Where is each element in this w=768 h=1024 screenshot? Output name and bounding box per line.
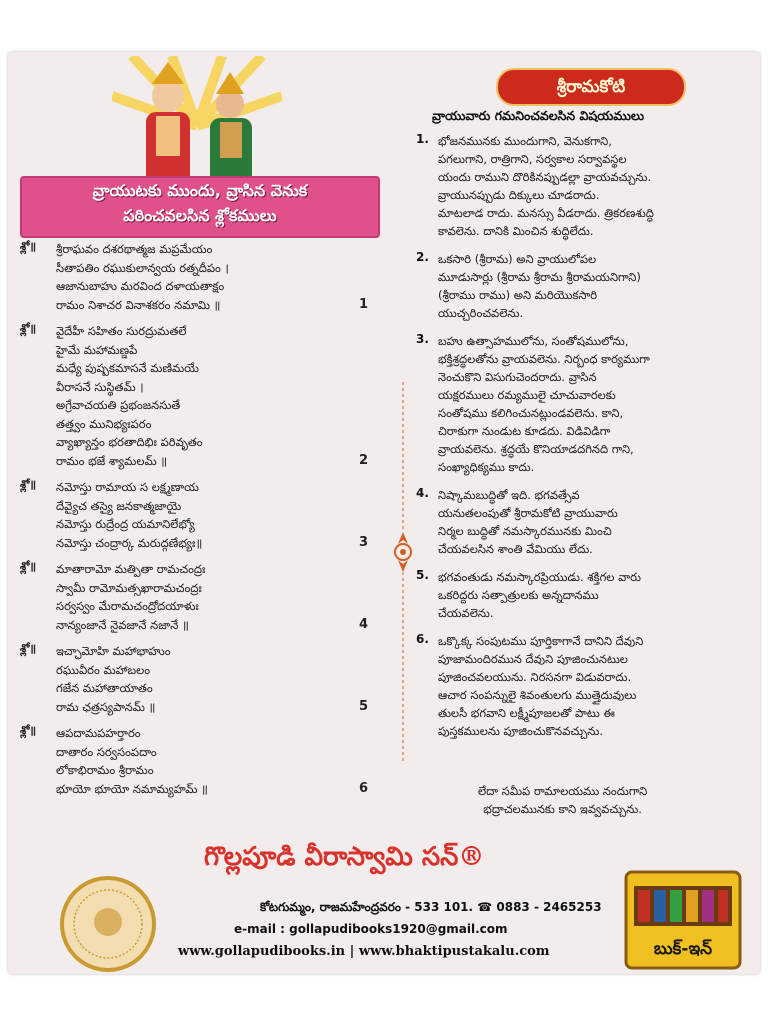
sloka-mark: శ్లో॥: [20, 724, 37, 737]
logo-text: బుక్-ఇన్: [653, 939, 713, 959]
sloka-line: ఆపదామపహర్తారం: [56, 726, 141, 740]
sloka-list: [18, 240, 368, 806]
sloka-line: హైమే మహామణ్డపే: [56, 342, 138, 357]
publisher-email: e-mail : gollapudibooks1920@gmail.com: [234, 922, 508, 936]
rule-4: [416, 486, 756, 558]
rule-line: సంఖ్యాధిక్యము కాదు.: [438, 460, 535, 474]
sloka-number: 2: [358, 453, 368, 468]
sloka-line: సర్వస్వం మేరామచంద్రోదయాళుః: [56, 599, 199, 613]
rule-line: యనుతలంపుతో శ్రీరామకోటి వ్రాయువారు: [438, 506, 618, 520]
rule-line: ఒకసారి (శ్రీరామ) అని వ్రాయులోపల: [438, 252, 597, 266]
sloka-3: [18, 478, 368, 552]
sloka-2: [18, 322, 368, 470]
sloka-line: సీతాపతిం రఘుకులాన్వయ రత్నదీపం ।: [56, 260, 229, 275]
rule-number: 3.: [416, 332, 429, 346]
rule-line: యందు రాముని దొరికినప్పుడల్లా వ్రాయవచ్చును.: [438, 170, 652, 184]
rama-koti-title: శ్రీరామకోటి: [556, 77, 626, 97]
sloka-line: వైదేహీ సహితం సురద్రుమతలే: [56, 324, 187, 338]
rule-line: నిర్మల బుద్ధితో నమస్కారమునకు మించి: [438, 524, 612, 538]
sloka-line: మాతారామో మత్పితా రామచంద్రః: [56, 562, 206, 576]
rule-line: తులసీ భగవాని లక్ష్మీపూజలతో పాటు ఈ: [438, 706, 615, 720]
sloka-line: రఘువీరం మహాబలం: [56, 662, 151, 677]
sloka-line: రామం భజే శ్యామలమ్ ॥: [56, 453, 168, 468]
sloka-line: శ్రీరాఘవం దశరథాత్మజ మప్రమేయం: [56, 242, 213, 256]
rule-line: ఒకరిద్దరు సత్పాత్రులకు అన్నదానము: [438, 588, 599, 602]
sloka-6: [18, 724, 368, 798]
rule-number: 6.: [416, 632, 429, 646]
rule-line: పగలుగాని, రాత్రిగాని, సర్వకాల సర్వావస్థల: [438, 152, 627, 166]
rule-line: పూజించవలయును. నిరసనగా విడువరాదు.: [438, 670, 632, 684]
rule-line: నెంచుకొని విసుగుచెందరాదు. వ్రాసిన: [438, 370, 597, 384]
sloka-line: ఆజానుబాహు మరవింద దళాయతాక్షం: [56, 279, 225, 293]
sloka-line: నమోస్తు రామాయ స లక్ష్మణాయ: [56, 480, 199, 494]
rule-line: చేయవలసిన శాంతి వేమియు లేదు.: [438, 542, 593, 556]
sloka-line: వీరాసనే సుస్థితమ్ ।: [56, 379, 144, 394]
rule-line: బహు ఉత్సాహములోను, సంతోషములోను,: [438, 334, 629, 348]
publisher-footer: [8, 834, 760, 974]
leaflet-page: [8, 52, 760, 974]
sloka-mark: శ్లో॥: [20, 322, 37, 335]
rule-line: పూజామందిరమున దేవుని పూజించునటుల: [438, 652, 628, 666]
rule-line: యుచ్చరించవలెను.: [438, 306, 524, 320]
sloka-line: నమోస్తు చంద్రార్క మరుద్గణేభ్యః॥: [56, 535, 203, 550]
rule-number: 1.: [416, 132, 429, 146]
sloka-line: తత్త్వం మునిభ్యఃపరం: [56, 416, 152, 431]
rule-line: వ్రాయవలెను. శ్రద్ధయే కొనియాడదగినది గాని,: [438, 442, 634, 456]
publisher-address: కోటగుమ్మం, రాజమహేంద్రవరం - 533 101. ☎ 0883 - 2465253: [260, 900, 602, 914]
rule-line: చేయవలెను.: [438, 606, 494, 620]
sloka-4: [18, 560, 368, 634]
rule-number: 5.: [416, 568, 429, 582]
sloka-number: 1: [358, 297, 368, 312]
rule-6: [416, 632, 756, 740]
sloka-number: 5: [358, 699, 368, 714]
publisher-seal-icon: [58, 874, 158, 974]
sloka-mark: శ్లో॥: [20, 642, 37, 655]
sloka-number: 4: [358, 617, 368, 632]
sloka-5: [18, 642, 368, 716]
banner-line-1: వ్రాయుటకు ముందు, వ్రాసిన వెనుక: [92, 181, 308, 200]
sloka-mark: శ్లో॥: [20, 240, 37, 253]
rule-line: పుస్తకములను పూజించుకొనవచ్చును.: [438, 724, 603, 738]
sloka-line: స్వామీ రామోమత్సఖారామచంద్రః: [56, 580, 202, 595]
sloka-line: అగ్రేవాచయతి ప్రభంజనసుతే: [56, 398, 181, 412]
publisher-name: గొల్లపూడి వీరాస్వామి సన్®: [204, 842, 485, 872]
sloka-line: ఇచ్ఛామోహి మహాభాహుం: [56, 644, 171, 658]
rule-number: 2.: [416, 250, 429, 264]
temple-note: [478, 782, 647, 818]
rule-line: మూడుసార్లు (శ్రీరామ శ్రీరామ శ్రీరామయనిగాని): [438, 270, 641, 284]
rule-1: [416, 132, 756, 240]
sloka-line: భూయో భూయో నమామ్యహమ్ ॥: [56, 781, 208, 796]
banner-line-2: పఠించవలసిన శ్లోకములు: [123, 206, 277, 225]
rule-line: (శ్రీరాము రాము) అని మరియొకసారి: [438, 288, 598, 302]
rule-3: [416, 332, 756, 476]
rule-2: [416, 250, 756, 322]
rule-line: ఆచార సంపన్నులై శివంతులగు ముత్తైదువులు: [438, 688, 637, 702]
sloka-number: 3: [358, 535, 368, 550]
sloka-line: నాన్యంజానే నైవజానే నజానే ॥: [56, 617, 189, 632]
rule-number: 4.: [416, 486, 429, 500]
ornament-divider-icon: [392, 382, 414, 762]
rule-line: సంతోషము కలిగించునట్లుండవలెను. కాని,: [438, 406, 624, 420]
rule-line: మాటలాడ రాదు. మనస్సు వీడరాదు. త్రికరణశుద్ధి: [438, 206, 654, 220]
rules-subtitle: వ్రాయువారు గమనించవలసిన విషయములు: [432, 108, 645, 123]
bookin-logo-icon: [624, 870, 742, 970]
sloka-mark: శ్లో॥: [20, 560, 37, 573]
sloka-mark: శ్లో॥: [20, 478, 37, 491]
note-line: భద్రాచలమునకు కాని ఇవ్వవచ్చును.: [483, 802, 642, 816]
sloka-line: లోకాభిరామం శ్రీరామం: [56, 763, 154, 777]
rule-5: [416, 568, 756, 622]
sloka-section-banner: [20, 176, 380, 238]
rule-line: వ్రాయునప్పుడు దిక్కులు చూడరాదు.: [438, 188, 600, 202]
rule-line: ఒక్కొక్క సంపుటము పూర్తికాగానే దానిని దేవుని: [438, 634, 644, 648]
rule-line: భోజనమునకు ముందుగాని, వెనుకగాని,: [438, 134, 612, 148]
sloka-line: గజేన మహాతాయాతం: [56, 681, 153, 695]
rule-line: చిరాకుగా నుండుట కూడదు. విడివిడిగా: [438, 424, 611, 438]
rule-line: యక్షరములు రమ్యములై చూచువారలకు: [438, 388, 616, 402]
publisher-websites: www.gollapudibooks.in | www.bhaktipustakalu.com: [178, 944, 550, 959]
rule-line: నిష్కామబుద్ధితో ఇది. భగవత్సేవ: [438, 488, 580, 502]
rules-list: [416, 132, 756, 750]
rama-sita-illustration: [112, 56, 282, 188]
sloka-line: మధ్యే పుష్పకమాసనే మణిమయే: [56, 361, 199, 375]
rule-line: భగవంతుడు నమస్కారప్రియుడు. శక్తిగల వారు: [438, 570, 641, 584]
sloka-line: రామం నిశాచర వినాశకరం నమామి ॥: [56, 297, 221, 312]
sloka-line: వ్యాఖ్యాన్తం భరతాదిభిః పరివృతం: [56, 435, 203, 449]
sloka-line: దేవ్యైచ తస్యై జనకాత్మజాయై: [56, 498, 182, 513]
sloka-line: నమోస్తు రుద్రేంద్ర యమానిలేభ్యో: [56, 517, 195, 531]
note-line: లేదా సమీప రామాలయము నందుగాని: [478, 784, 648, 798]
rule-line: భక్తిశ్రద్ధలతోను వ్రాయవలెను. నిర్బంధ కార్యముగా: [438, 352, 650, 366]
sloka-1: [18, 240, 368, 314]
sloka-line: రామ ఛత్రస్యపానమ్ ॥: [56, 699, 156, 714]
rama-koti-title-badge: [496, 68, 686, 106]
sloka-number: 6: [358, 781, 368, 796]
rule-line: కావలెను. దానికి మించిన శుద్ధిలేదు.: [438, 224, 594, 238]
sloka-line: దాతారం సర్వసంపదాం: [56, 744, 157, 759]
